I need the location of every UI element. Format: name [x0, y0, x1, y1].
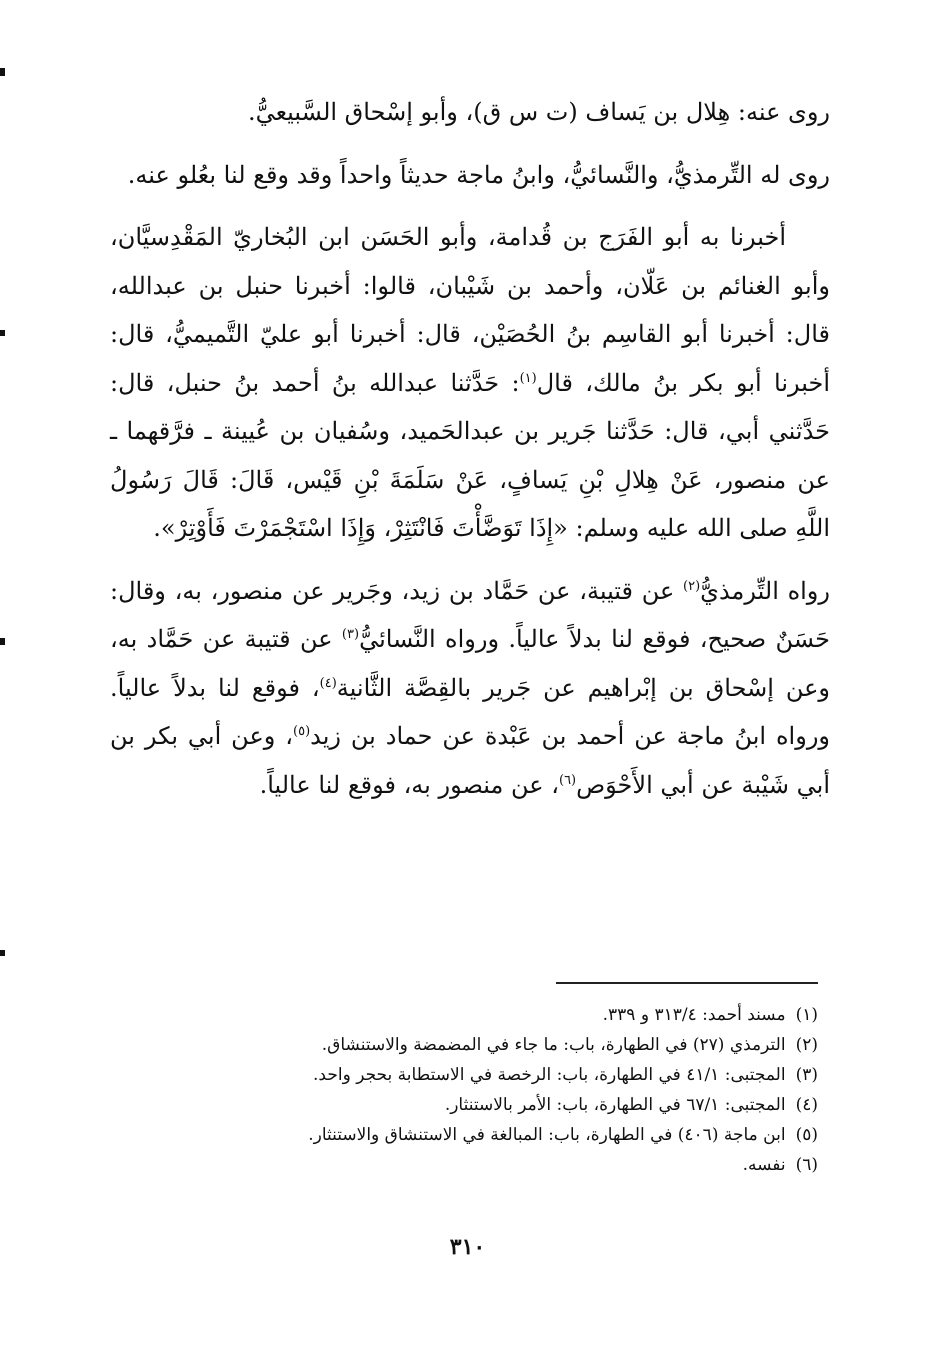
- footnote-ref[interactable]: (٤): [319, 675, 337, 691]
- footnote-number: (٢): [795, 1035, 818, 1055]
- footnote-number: (٦): [795, 1155, 818, 1175]
- footnote-separator: [556, 982, 818, 984]
- paragraph-text: ، عن منصور به، فوقع لنا عالياً.: [259, 770, 559, 799]
- narration-paragraph: [110, 151, 830, 200]
- footnote-item: [128, 1000, 818, 1030]
- paragraph-text: عن قتيبة عن حَمَّاد به، وعن إسْحاق بن إبْراهيم عن جَرير بالقِصَّة الثَّانية: [110, 625, 830, 702]
- paragraph-text: رواه التِّرمذيُّ: [700, 576, 830, 605]
- footnote-ref[interactable]: (٦): [558, 772, 577, 788]
- paragraph-text: ، فوقع لنا بدلاً عالياً. ورواه ابنُ ماجة عن أحمد بن عَبْدة عن حماد بن زيد: [110, 673, 830, 750]
- footnote-number: (١): [795, 1005, 818, 1025]
- footnote-ref[interactable]: (١): [519, 370, 537, 386]
- footnote-text: ابن ماجة (٤٠٦) في الطهارة، باب: المبالغة في الاستنشاق والاستنثار.: [308, 1125, 786, 1145]
- footnote-text: نفسه.: [742, 1155, 786, 1175]
- narrators-paragraph: [110, 88, 830, 137]
- page-number: ٣١٠: [449, 1234, 486, 1260]
- footnote-item: [128, 1120, 818, 1150]
- page-body: [110, 88, 830, 809]
- paragraph-text: : حَدَّثنا عبدالله بنُ أحمد بنُ حنبل، قال: حَدَّثني أبي، قال: حَدَّثنا جَرير بن عبدالحَميد، وسُفيان بن عُيينة ـ فرَّقهما ـ عن منصور، عَنْ هِلالِ بْنِ يَسافٍ، عَنْ سَلَمَةَ بْنِ قَيْس، قَالَ: قَالَ رَسُولُ اللَّهِ صلى الله عليه وسلم: «إِذَا تَوَضَّأْتَ فَانْتَثِرْ، وَإِذَا اسْتَجْمَرْتَ فَأَوْتِرْ».: [110, 368, 830, 542]
- paragraph-text: عن قتيبة، عن حَمَّاد بن زيد، وجَرير عن منصور، به، وقال: حَسَنٌ صحيح، فوقع لنا بدلاً عالياً. ورواه النَّسائيُّ: [110, 576, 830, 653]
- paragraph-text: ، وعن أبي بكر بن أبي شَيْبة عن أبي الأَحْوَص: [110, 722, 830, 799]
- footnote-number: (٥): [795, 1125, 818, 1145]
- footnote-number: (٣): [795, 1065, 818, 1085]
- scan-edge-mark: [0, 330, 5, 336]
- footnote-item: [128, 1030, 818, 1060]
- footnote-ref[interactable]: (٢): [683, 578, 701, 594]
- scan-edge-mark: [0, 638, 5, 645]
- footnote-text: المجتبى: ٦٧/١ في الطهارة، باب: الأمر بالاستنثار.: [444, 1095, 786, 1115]
- footnotes-list: [128, 1000, 818, 1180]
- footnote-ref[interactable]: (٥): [293, 724, 311, 739]
- hadith-paragraph: [110, 213, 830, 553]
- paragraph-text: روى عنه: هِلال بن يَساف (ت س ق)، وأبو إسْحاق السَّبيعيُّ.: [247, 98, 830, 126]
- paragraph-text: روى له التِّرمذيُّ، والنَّسائيُّ، وابنُ ماجة حديثاً واحداً وقد وقع لنا بعُلو عنه.: [127, 160, 830, 189]
- footnote-ref[interactable]: (٣): [341, 627, 360, 642]
- footnote-item: [128, 1060, 818, 1090]
- takhrij-paragraph: [110, 567, 830, 810]
- scan-edge-mark: [0, 68, 5, 76]
- scan-edge-mark: [0, 950, 5, 956]
- footnote-item: [128, 1090, 818, 1120]
- footnote-text: المجتبى: ٤١/١ في الطهارة، باب: الرخصة في الاستطابة بحجر واحد.: [313, 1065, 786, 1085]
- footnote-item: [128, 1150, 818, 1180]
- footnote-text: مسند أحمد: ٣١٣/٤ و ٣٣٩.: [602, 1005, 786, 1025]
- footnote-text: الترمذي (٢٧) في الطهارة، باب: ما جاء في المضمضة والاستنشاق.: [321, 1035, 786, 1055]
- footnote-number: (٤): [795, 1095, 818, 1115]
- paragraph-text: أخبرنا به أبو الفَرَج بن قُدامة، وأبو الحَسَن ابن البُخاريّ المَقْدِسيَّان، وأبو الغنائم بن عَلّان، وأحمد بن شَيْبان، قالوا: أخبرنا حنبل بن عبدالله، قال: أخبرنا أبو القاسِم بنُ الحُصَيْن، قال: أخبرنا أبو عليّ التَّميميُّ، قال: أخبرنا أبو بكر بنُ مالك، قال: [110, 223, 830, 397]
